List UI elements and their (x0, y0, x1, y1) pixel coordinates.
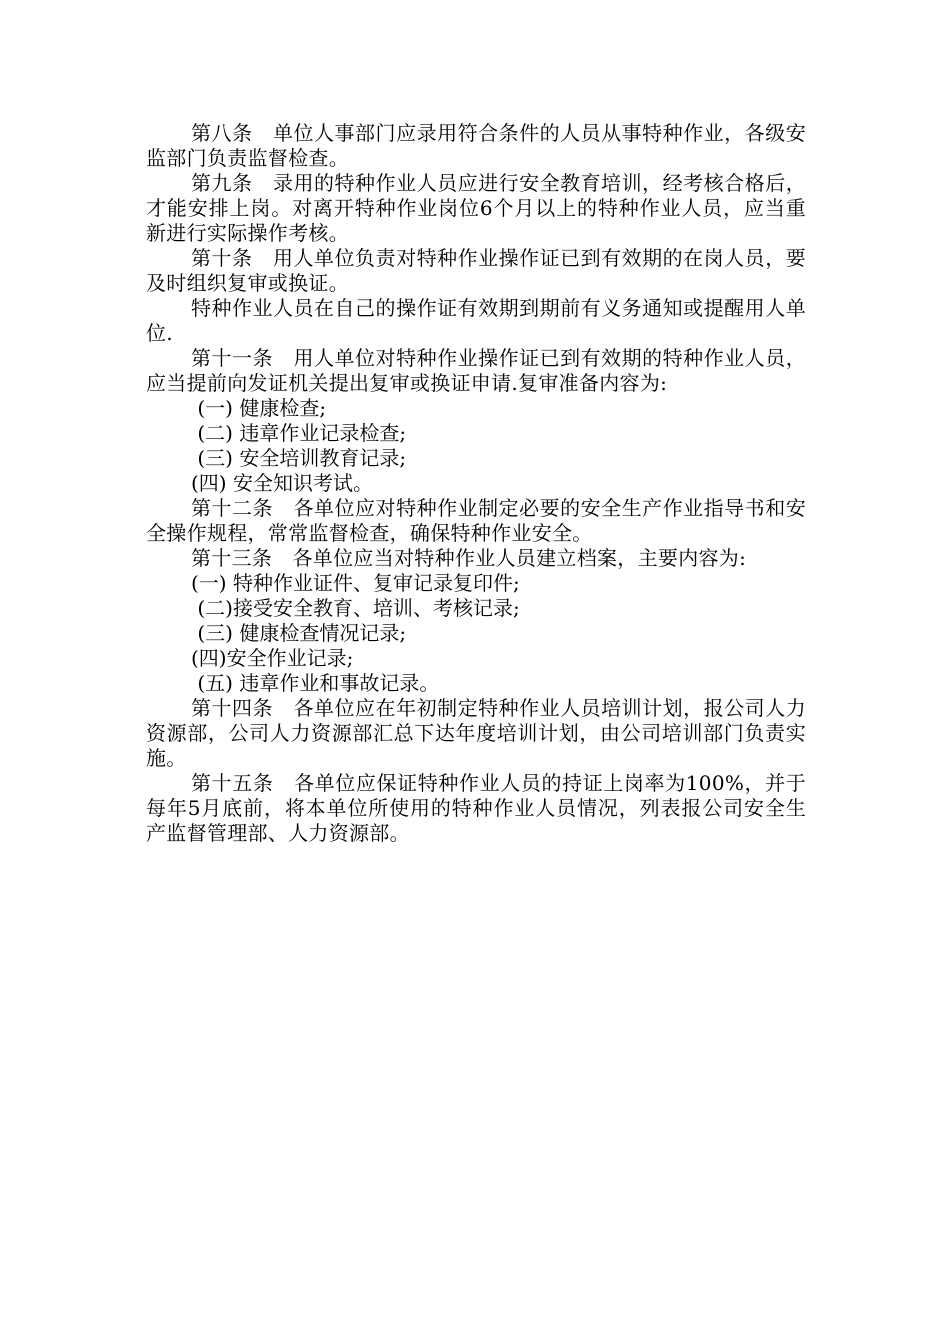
document-body (146, 121, 806, 846)
article-8: 第八条 单位人事部门应录用符合条件的人员从事特种作业，各级安监部门负责监督检查。 (146, 121, 806, 170)
article-13: 第十三条 各单位应当对特种作业人员建立档案，主要内容为: (191, 546, 747, 570)
article-10: 第十条 用人单位负责对特种作业操作证已到有效期的在岗人员，要及时组织复审或换证。 (146, 246, 806, 295)
article-13-item-5: (五) 违章作业和事故记录。 (191, 671, 440, 695)
article-14: 第十四条 各单位应在年初制定特种作业人员培训计划，报公司人力资源部，公司人力资源部汇总下达年度培训计划，由公司培训部门负责实施。 (146, 696, 806, 770)
article-11-item-3: (三) 安全培训教育记录; (191, 446, 407, 470)
article-11: 第十一条 用人单位对特种作业操作证已到有效期的特种作业人员，应当提前向发证机关提出复审或换证申请.复审准备内容为: (146, 346, 806, 395)
article-13-item-4: (四)安全作业记录; (191, 646, 354, 670)
article-9: 第九条 录用的特种作业人员应进行安全教育培训，经考核合格后，才能安排上岗。对离开特种作业岗位6个月以上的特种作业人员，应当重新进行实际操作考核。 (146, 171, 806, 245)
article-11-item-1: (一) 健康检查; (191, 396, 327, 420)
article-13-item-1: (一) 特种作业证件、复审记录复印件; (191, 571, 520, 595)
article-13-item-2: (二)接受安全教育、培训、考核记录; (191, 596, 520, 620)
article-11-item-2: (二) 违章作业记录检查; (191, 421, 407, 445)
article-15: 第十五条 各单位应保证特种作业人员的持证上岗率为100%，并于每年5月底前，将本单位所使用的特种作业人员情况，列表报公司安全生产监督管理部、人力资源部。 (146, 771, 806, 845)
article-10-note: 特种作业人员在自己的操作证有效期到期前有义务通知或提醒用人单位. (146, 296, 806, 345)
article-12: 第十二条 各单位应对特种作业制定必要的安全生产作业指导书和安全操作规程，常常监督检查，确保特种作业安全。 (146, 496, 806, 545)
article-11-item-4: (四) 安全知识考试。 (191, 471, 373, 495)
article-13-item-3: (三) 健康检查情况记录; (191, 621, 407, 645)
